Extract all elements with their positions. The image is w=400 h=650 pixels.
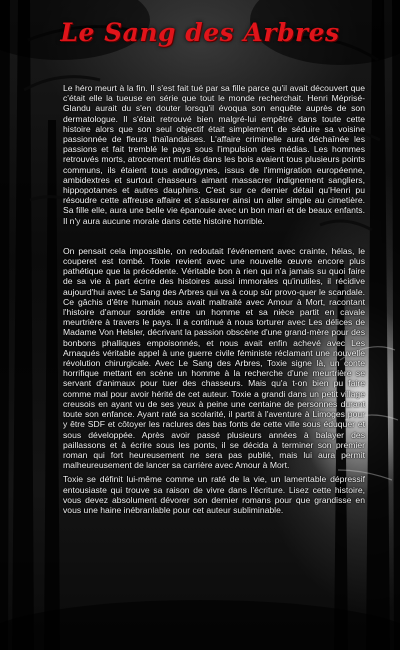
synopsis-text [63,83,365,515]
paragraph-author-selfportrait: Toxie se définit lui-même comme un raté de la vie, un lamentable dépressif entousiaste qui trouve sa raison de vivre dans l'écriture. Lisez cette histoire, vous devez absolument dévorer son dernier romans pour que grandisse en vous une haine inébranlable pour cet auteur subliminable. [63,474,365,515]
paragraph-author-critique: On pensait cela impossible, on redoutait l'événement avec crainte, hélas, le couperet est tombé. Toxie revient avec une nouvelle œuvre encore plus pathétique que la précédente. Véritable bon à rien qui n'a jamais su quoi faire de sa vie à part écrire des histoires aussi immorales qu'inutiles, il récidive aujourd'hui avec Le Sang des Arbres qui va à coup sûr provo-quer le scandale. Ce gâchis d'être humain nous avait maltraité avec Amour à Mort, racontant l'histoire d'amour sordide entre un homme et sa nièce partit en cavale meurtrière à travers le pays. Il a continué à nous torturer avec Les délices de Madame Von Helsler, décrivant la passion obscène d'une grand-mère pour des bonbons phalliques empoisonnés, et nous avait enfin achevé avec Les Arnaqués véritable appel à une guerre civile féministe réclamant une nouvelle révolution chirurgicale. Avec Le Sang des Arbres, Toxie signe là, un conte horrifique mettant en scène un homme à la recherche d'une meurtrière se servant d'animaux pour tuer des chasseurs. Mais qu'a t-on bien pu faire comme mal pour avoir hérité de cet auteur. Toxie a grandi dans un petit village creusois en ayant vu de ses yeux à peine une centaine de personnes durant toute son enfance. Ayant raté sa scolarité, il partit à l'aventure à Limoges pour y être SDF et côtoyer les raclures des bas fonts de cette ville sous éduquer et sous développée. Après avoir passé plusieurs années à balayer des paillassons et à écrire sous les ponts, il se décida à terminer son premier roman qui fort heureusement ne sera pas publié, mais lui aura permit malheureusement de lancer sa carrière avec Amour à Mort. [63,245,365,471]
page-title: Le Sang des Arbres [60,18,340,47]
paragraph-story-summary: Le héro meurt à la fin. Il s'est fait tué par sa fille parce qu'il avait découvert que c'était elle la tueuse en série que tout le monde recherchait. Henri Méprisé-Glandu aurait du s'en douter lorsqu'il évoqua son enquête auprès de son dermatologue. Il s'était retrouvé bien malgré-lui empêtré dans toute cette histoire alors que son seul objectif était simplement de séduire sa voisine passionnée de fleurs thaïlandaises. L'affaire criminelle aura déchaînée les passions et fait tremblé le pays sous l'impulsion des médias. Les hommes retrouvés morts, atrocement mutilés dans les bois avaient tous plusieurs points communs, ils étaient tous androgynes, issus de l'immigration européenne, ambidextres et surtout chasseurs aimant massacrer indignement sangliers, hippopotames et autres dauphins. C'est sur ce dernier détail qu'Henri pu résoudre cette affreuse affaire et s'assurer ainsi un aller simple au cimetière. Sa fille elle, aura une belle vie épanouie avec un bon mari et de beaux enfants. Il n'y aura aucune morale dans cette histoire horrible. [63,83,365,226]
